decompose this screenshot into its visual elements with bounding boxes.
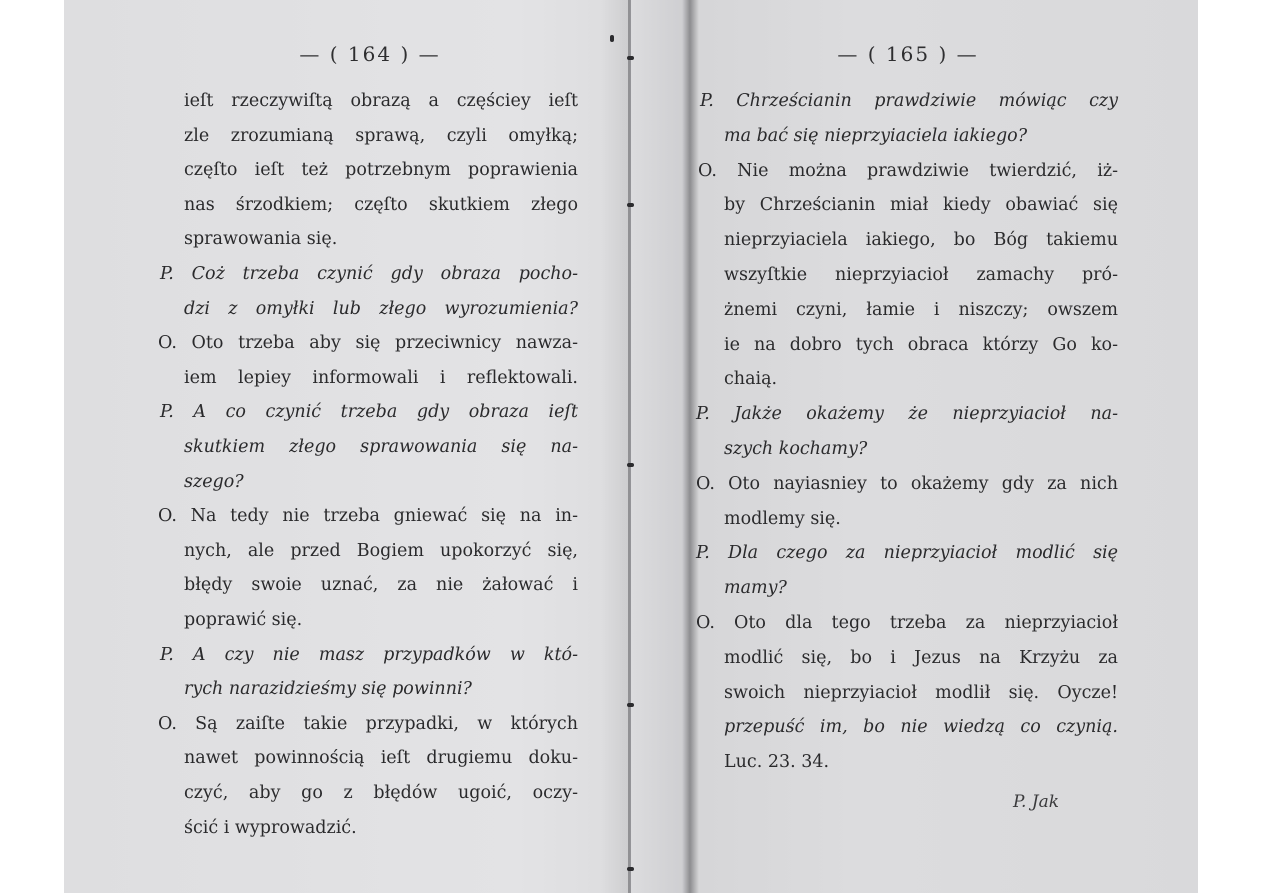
text-line: poprawić się.: [184, 610, 303, 630]
text-line: O. Oto dla tego trzeba za nieprzyiacioł: [696, 613, 1118, 633]
text-line: dzi z omyłki lub złego wyrozumienia?: [184, 298, 578, 319]
text-line: szych kochamy?: [724, 439, 868, 459]
text-line: przepuść im, bo nie wiedzą co czynią.: [724, 717, 1118, 738]
text-line: ma bać się nieprzyiaciela iakiego?: [724, 125, 1028, 146]
text-line: modlić się, bo i Jezus na Krzyżu za: [724, 647, 1118, 668]
text-line: swoich nieprzyiacioł modlił się. Oycze!: [724, 682, 1118, 703]
catchword: P. Jak: [1013, 792, 1060, 812]
text-line: P. A co czynić trzeba gdy obraza ieſt: [160, 402, 578, 423]
text-line: wszyſtkie nieprzyiacioł zamachy pró-: [724, 265, 1118, 285]
text-line: nawet powinnością ieſt drugiemu doku-: [184, 748, 578, 769]
text-line: P. Jakże okażemy że nieprzyiacioł na-: [696, 404, 1118, 425]
text-line: O. Na tedy nie trzeba gniewać się na in-: [158, 506, 578, 527]
spine-mark: [627, 703, 634, 707]
text-line: nych, ale przed Bogiem upokorzyć się,: [184, 540, 578, 561]
spine-mark: [627, 463, 634, 467]
right-page: [688, 0, 1128, 893]
text-line: by Chrześcianin miał kiedy obawiać się: [724, 195, 1118, 216]
text-line: P. A czy nie masz przypadków w któ-: [160, 644, 578, 665]
text-line: częſto ieſt też potrzebnym poprawienia: [184, 160, 578, 181]
text-line: czyć, aby go z błędów ugoić, oczy-: [184, 783, 578, 803]
spine-shadow: [600, 0, 630, 893]
text-line: P. Dla czego za nieprzyiacioł modlić się: [696, 543, 1118, 564]
text-line: Luc. 23. 34.: [724, 752, 830, 773]
text-line: ieſt rzeczywiſtą obrazą a częściey ieſt: [184, 91, 578, 111]
spine-mark: [627, 203, 634, 207]
text-line: O. Oto trzeba aby się przeciwnicy nawza-: [158, 333, 578, 354]
page-number: — ( 165 ) —: [837, 42, 979, 66]
text-line: ścić i wyprowadzić.: [184, 817, 357, 838]
text-line: nieprzyiaciela iakiego, bo Bóg takiemu: [724, 230, 1118, 251]
text-line: zle zrozumianą sprawą, czyli omyłką;: [184, 125, 578, 146]
left-page: [150, 0, 590, 893]
text-line: szego?: [184, 471, 244, 492]
text-line: O. Nie można prawdziwie twierdzić, iż-: [698, 160, 1118, 181]
text-line: O. Są zaiſte takie przypadki, w których: [158, 713, 578, 734]
text-line: skutkiem złego sprawowania się na-: [184, 437, 578, 457]
text-line: nas śrzodkiem; częſto skutkiem złego: [184, 194, 578, 215]
text-line: mamy?: [724, 578, 787, 599]
text-line: chaią.: [724, 369, 778, 390]
text-line: sprawowania się.: [184, 229, 338, 250]
text-line: iem lepiey informowali i reflektowali.: [184, 367, 578, 388]
book-spine: [628, 0, 631, 893]
spine-mark: [627, 56, 634, 60]
text-line: O. Oto nayiasniey to okażemy gdy za nich: [696, 473, 1118, 494]
spine-mark: [610, 35, 614, 42]
text-line: żnemi czyni, łamie i niszczy; owszem: [724, 299, 1118, 320]
spine-mark: [627, 867, 634, 871]
page-number: — ( 164 ) —: [299, 42, 441, 66]
text-line: ie na dobro tych obraca którzy Go ko-: [724, 334, 1118, 355]
text-line: P. Coż trzeba czynić gdy obraza pocho-: [160, 264, 578, 284]
text-line: P. Chrześcianin prawdziwie mówiąc czy: [700, 91, 1118, 111]
text-line: modlemy się.: [724, 508, 841, 529]
text-line: błędy swoie uznać, za nie żałować i: [184, 575, 578, 596]
text-line: rych narazidzieśmy się powinni?: [184, 679, 472, 700]
